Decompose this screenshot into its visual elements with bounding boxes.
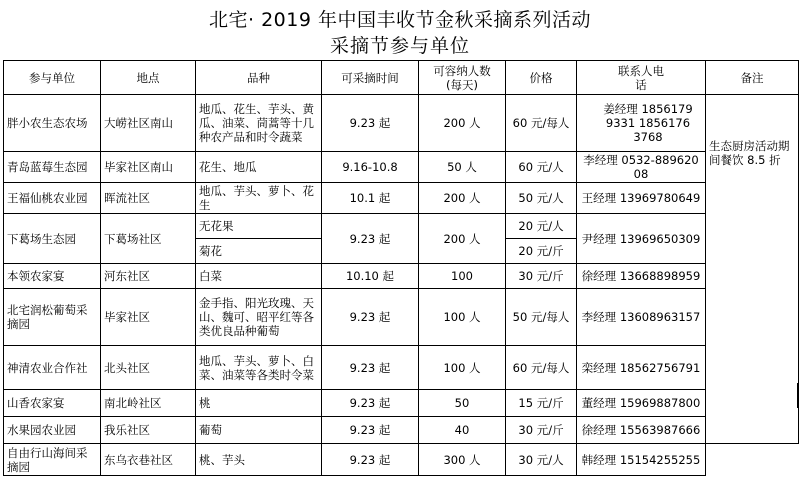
cell-note: 生态厨房活动期间餐饮 8.5 折 <box>706 95 799 444</box>
cell-unit: 胖小农生态农场 <box>4 95 101 152</box>
cell-time: 9.23 起 <box>322 417 419 444</box>
header-price: 价格 <box>506 61 577 95</box>
cell-contact: 姜经理 18561799331 18561763768 <box>577 95 706 152</box>
cell-unit: 王福仙桃农业园 <box>4 183 101 214</box>
cell-capacity: 200 人 <box>419 214 506 264</box>
table-row <box>4 417 799 444</box>
cell-unit: 自由行山海间采摘园 <box>4 444 101 476</box>
cell-capacity: 300 人 <box>419 444 506 476</box>
cell-location: 我乐社区 <box>101 417 196 444</box>
cell-capacity: 200 人 <box>419 183 506 214</box>
cell-location: 东乌衣巷社区 <box>101 444 196 476</box>
table-row <box>4 95 799 152</box>
cell-variety: 葡萄 <box>196 417 322 444</box>
cell-location: 毕家社区南山 <box>101 152 196 183</box>
cell-variety: 花生、地瓜 <box>196 152 322 183</box>
cell-price: 50 元/每人 <box>506 289 577 346</box>
cell-time: 10.1 起 <box>322 183 419 214</box>
cell-location: 南北岭社区 <box>101 390 196 417</box>
cell-location: 河东社区 <box>101 264 196 289</box>
cell-variety: 白菜 <box>196 264 322 289</box>
cell-capacity: 50 <box>419 390 506 417</box>
cell-time: 9.16-10.8 <box>322 152 419 183</box>
cell-capacity: 100 人 <box>419 289 506 346</box>
cell-location: 下葛场社区 <box>101 214 196 264</box>
cell-price: 50 元/人 <box>506 183 577 214</box>
cell-price: 30 元/人 <box>506 444 577 476</box>
cell-time: 9.23 起 <box>322 346 419 390</box>
cell-contact: 徐经理 13668898959 <box>577 264 706 289</box>
header-row <box>4 61 799 95</box>
cell-time: 9.23 起 <box>322 95 419 152</box>
cell-time: 10.10 起 <box>322 264 419 289</box>
table-row <box>4 264 799 289</box>
cell-time: 9.23 起 <box>322 214 419 264</box>
table-row <box>4 152 799 183</box>
cell-unit: 本领农家宴 <box>4 264 101 289</box>
cell-variety: 桃 <box>196 390 322 417</box>
cell-contact: 李经理 0532-88962008 <box>577 152 706 183</box>
cell-unit: 水果园农业园 <box>4 417 101 444</box>
cell-capacity: 200 人 <box>419 95 506 152</box>
cell-price: 60 元/人 <box>506 152 577 183</box>
page-edge-mark <box>797 383 799 408</box>
table-row <box>4 390 799 417</box>
cell-variety: 地瓜、花生、芋头、黄瓜、油菜、茼蒿等十几种农产品和时令蔬菜 <box>196 95 322 152</box>
cell-location: 大崂社区南山 <box>101 95 196 152</box>
table-row <box>4 289 799 346</box>
cell-contact: 韩经理 15154255255 <box>577 444 706 476</box>
cell-unit: 青岛蓝莓生态园 <box>4 152 101 183</box>
cell-contact: 李经理 13608963157 <box>577 289 706 346</box>
cell-price-2: 20 元/斤 <box>506 239 577 264</box>
cell-location: 毕家社区 <box>101 289 196 346</box>
header-unit: 参与单位 <box>4 61 101 95</box>
page-title: 北宅· 2019 年中国丰收节金秋采摘系列活动 <box>209 9 591 31</box>
table-row <box>4 214 799 239</box>
table-row <box>4 183 799 214</box>
cell-capacity: 50 人 <box>419 152 506 183</box>
cell-contact: 徐经理 15563987666 <box>577 417 706 444</box>
cell-location: 晖流社区 <box>101 183 196 214</box>
header-time: 可采摘时间 <box>322 61 419 95</box>
cell-time: 9.23 起 <box>322 289 419 346</box>
header-variety: 品种 <box>196 61 322 95</box>
cell-unit: 北宅润松葡萄采摘园 <box>4 289 101 346</box>
cell-contact: 董经理 15969887800 <box>577 390 706 417</box>
cell-unit: 神清农业合作社 <box>4 346 101 390</box>
cell-contact: 尹经理 13969650309 <box>577 214 706 264</box>
cell-unit: 下葛场生态园 <box>4 214 101 264</box>
header-contact: 联系人电话 <box>577 61 706 95</box>
header-capacity: 可容纳人数(每天) <box>419 61 506 95</box>
cell-price: 60 元/每人 <box>506 95 577 152</box>
table-row <box>4 346 799 390</box>
cell-contact: 王经理 13969780649 <box>577 183 706 214</box>
cell-price: 60 元/每人 <box>506 346 577 390</box>
cell-time: 9.23 起 <box>322 390 419 417</box>
cell-price: 30 元/斤 <box>506 417 577 444</box>
cell-variety: 金手指、阳光玫瑰、天山、魏可、昭平红等各类优良品种葡萄 <box>196 289 322 346</box>
cell-capacity: 100 <box>419 264 506 289</box>
header-note: 备注 <box>706 61 799 95</box>
cell-capacity: 100 人 <box>419 346 506 390</box>
cell-price: 20 元/人 <box>506 214 577 239</box>
cell-time: 9.23 起 <box>322 444 419 476</box>
cell-capacity: 40 <box>419 417 506 444</box>
cell-variety: 无花果 <box>196 214 322 239</box>
cell-location: 北头社区 <box>101 346 196 390</box>
cell-contact: 栾经理 18562756791 <box>577 346 706 390</box>
cell-unit: 山香农家宴 <box>4 390 101 417</box>
header-location: 地点 <box>101 61 196 95</box>
cell-price: 15 元/斤 <box>506 390 577 417</box>
cell-price: 30 元/斤 <box>506 264 577 289</box>
table-row <box>4 444 799 476</box>
participants-table <box>3 60 799 476</box>
cell-variety: 地瓜、芋头、萝卜、花生 <box>196 183 322 214</box>
cell-variety: 桃、芋头 <box>196 444 322 476</box>
cell-variety-2: 菊花 <box>196 239 322 264</box>
page-subtitle: 采摘节参与单位 <box>329 35 470 57</box>
cell-variety: 地瓜、芋头、萝卜、白菜、油菜等各类时令菜 <box>196 346 322 390</box>
